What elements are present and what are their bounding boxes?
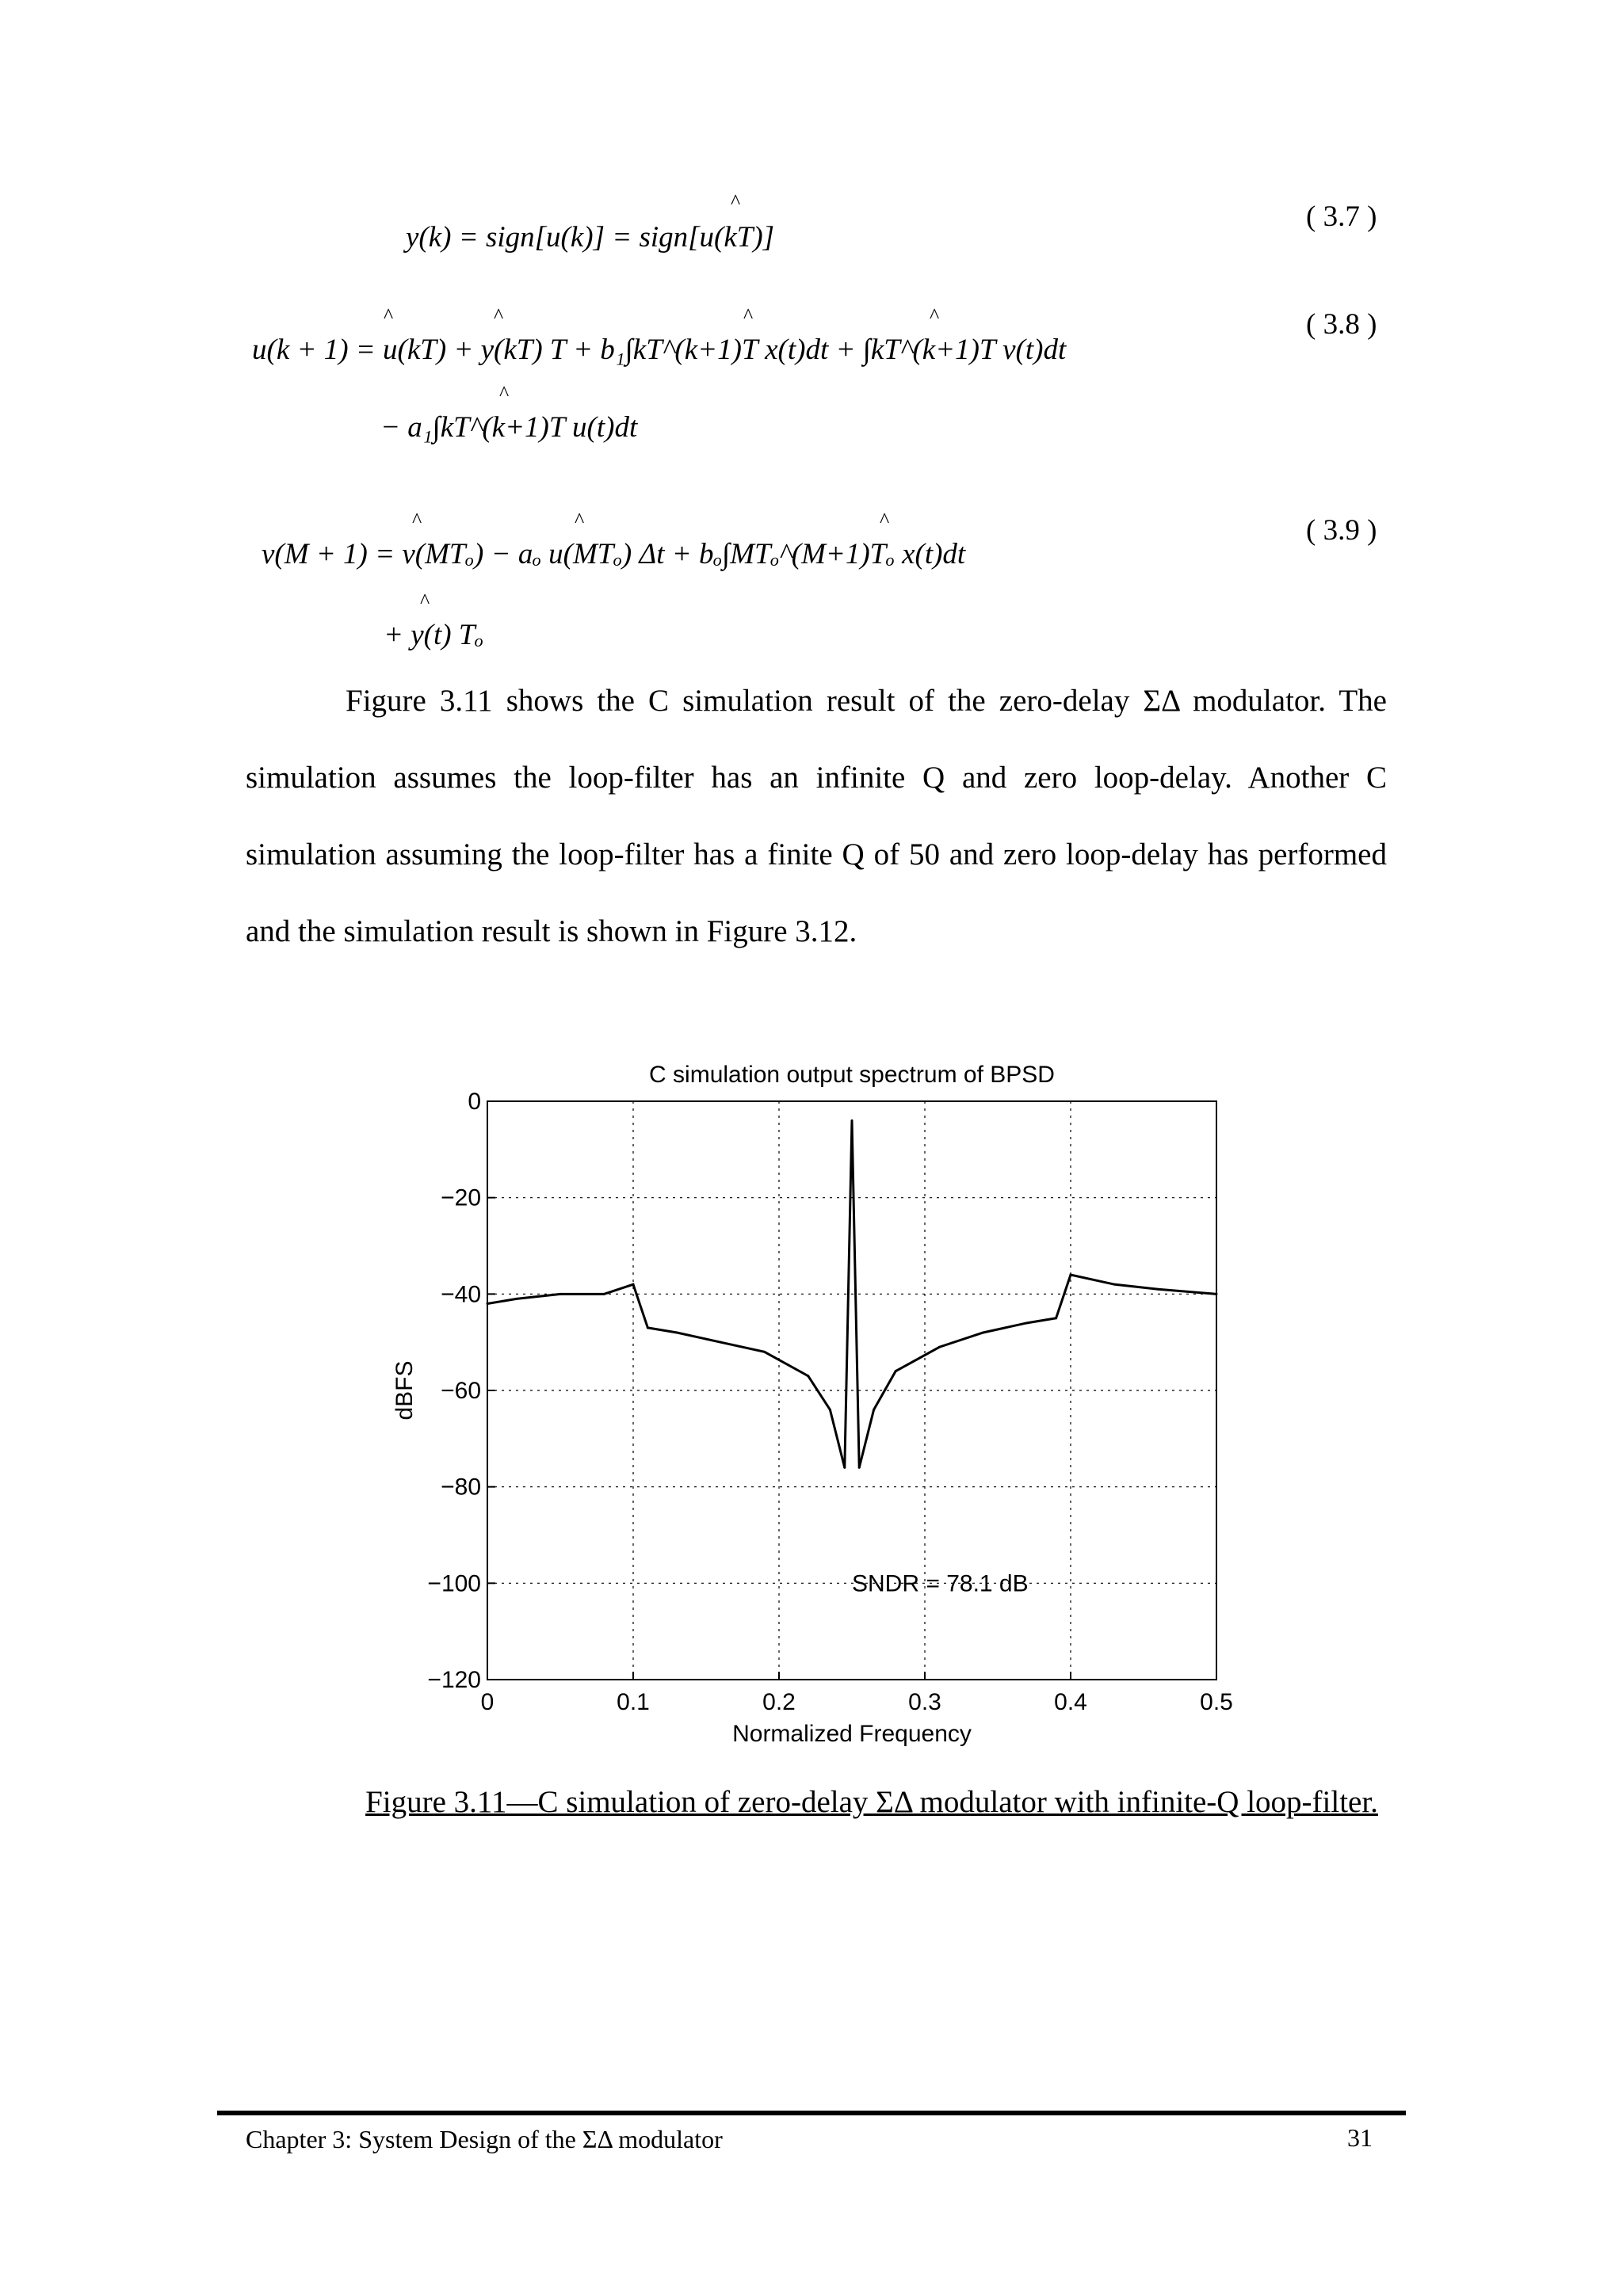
- equation-3-7-text: y(k) = sign[u(k)] = sign[u(kT)]: [406, 221, 775, 254]
- x-axis-label: Normalized Frequency: [732, 1721, 972, 1747]
- hat-mark: ^: [930, 304, 940, 327]
- hat-mark: ^: [880, 509, 890, 532]
- x-tick-label: 0.1: [617, 1689, 650, 1715]
- footer-chapter: Chapter 3: System Design of the ΣΔ modulator: [246, 2125, 723, 2153]
- spectrum-point: [515, 1298, 517, 1300]
- hat-mark: ^: [743, 304, 754, 327]
- hat-mark: ^: [384, 304, 394, 327]
- equation-3-9-line1-text: v(M + 1) = v(MTₒ) − aₒ u(MTₒ) Δt + bₒ∫MTₒ^(M+1)Tₒ x(t)dt: [262, 538, 966, 570]
- equation-3-8-line1-text: u(k + 1) = u(kT) + y(kT) T + b₁∫kT^(k+1)T x(t)dt + ∫kT^(k+1)T v(t)dt: [252, 334, 1067, 366]
- equation-3-7: [406, 190, 775, 254]
- sndr-annotation: SNDR = 78.1 dB: [852, 1570, 1029, 1597]
- spectrum-point: [982, 1332, 984, 1334]
- spectrum-point: [720, 1341, 722, 1344]
- chart-title: C simulation output spectrum of BPSD: [649, 1062, 1055, 1088]
- body-paragraph: [246, 662, 1387, 970]
- equation-3-8-line1: [252, 304, 1067, 367]
- equation-3-9-line2: [384, 589, 483, 652]
- spectrum-point: [829, 1409, 831, 1411]
- spectrum-point: [1070, 1274, 1072, 1276]
- y-tick-label: −60: [441, 1378, 481, 1404]
- figure-caption: Figure 3.11—C simulation of zero-delay ΣΔ modulator with infinite-Q loop-filter.: [365, 1785, 1378, 1819]
- y-tick-label: 0: [468, 1089, 481, 1115]
- x-tick-label: 0.5: [1200, 1689, 1233, 1715]
- equation-3-8-number: ( 3.8 ): [1306, 308, 1377, 341]
- spectrum-point: [632, 1283, 635, 1286]
- x-tick-label: 0.2: [762, 1689, 796, 1715]
- spectrum-point: [873, 1409, 875, 1411]
- spectrum-point: [559, 1293, 562, 1295]
- spectrum-point: [647, 1326, 649, 1329]
- spectrum-point: [851, 1119, 854, 1122]
- equation-3-9-line2-text: + y(t) Tₒ: [384, 619, 483, 651]
- y-tick-label: −40: [441, 1281, 481, 1308]
- y-tick-label: −80: [441, 1474, 481, 1501]
- equation-3-9-line1: [262, 509, 966, 571]
- hat-mark: ^: [575, 509, 585, 532]
- y-tick-label: −100: [427, 1570, 481, 1597]
- spectrum-point: [1113, 1283, 1116, 1286]
- spectrum-point: [1157, 1288, 1159, 1291]
- hat-mark: ^: [420, 589, 430, 612]
- x-tick-label: 0.4: [1054, 1689, 1087, 1715]
- footer-rule: [217, 2111, 1406, 2115]
- x-tick-label: 0.3: [908, 1689, 941, 1715]
- equation-3-7-number: ( 3.7 ): [1306, 200, 1377, 233]
- spectrum-point: [858, 1466, 861, 1469]
- equation-3-8-line2-text: − a₁∫kT^(k+1)T u(t)dt: [380, 411, 638, 444]
- spectrum-point: [938, 1346, 941, 1348]
- hat-mark: ^: [731, 190, 741, 213]
- spectrum-point: [676, 1332, 678, 1334]
- hat-mark: ^: [494, 304, 504, 327]
- spectrum-point: [843, 1466, 846, 1469]
- spectrum-point: [1216, 1293, 1218, 1295]
- spectrum-point: [1025, 1322, 1028, 1324]
- y-tick-label: −120: [427, 1667, 481, 1693]
- spectrum-point: [807, 1375, 809, 1377]
- spectrum-chart: [365, 1046, 1284, 1751]
- spectrum-point: [487, 1302, 489, 1305]
- equation-3-8-line2: [380, 382, 638, 444]
- y-tick-label: −20: [441, 1184, 481, 1211]
- spectrum-point: [895, 1370, 897, 1372]
- hat-mark: ^: [412, 509, 422, 532]
- x-tick-label: 0: [480, 1689, 495, 1715]
- page-number: 31: [1347, 2123, 1373, 2152]
- equation-3-9-number: ( 3.9 ): [1306, 514, 1377, 547]
- spectrum-point: [763, 1351, 766, 1353]
- paragraph-text: Figure 3.11 shows the C simulation result of the zero-delay ΣΔ modulator. The simulation assumes the loop-filter has an infinite Q and zero loop-delay. Another C simulation assuming the loop-filter has a finite Q of 50 and zero loop-delay has performed and the simulation result is shown in Figure 3.12.: [246, 684, 1387, 948]
- y-axis-label: dBFS: [391, 1360, 418, 1421]
- hat-mark: ^: [499, 382, 510, 405]
- spectrum-point: [1055, 1317, 1057, 1319]
- spectrum-point: [603, 1293, 605, 1295]
